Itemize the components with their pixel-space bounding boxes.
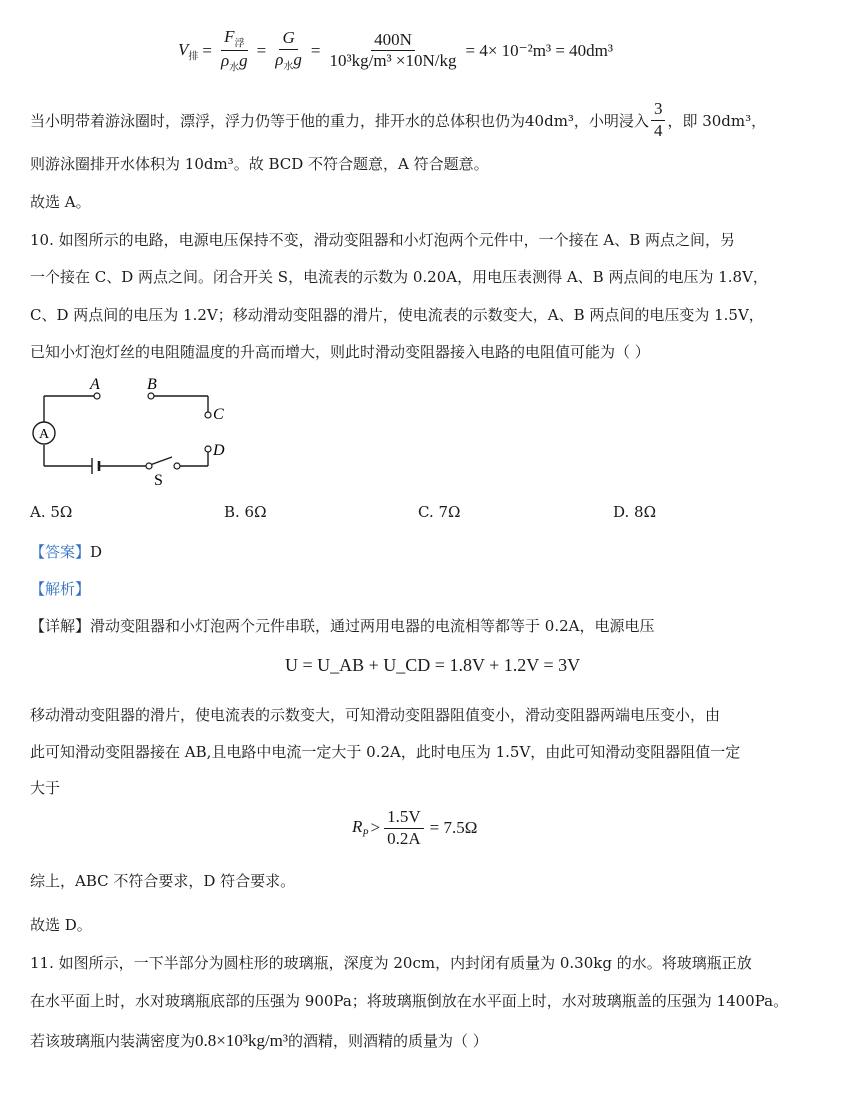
ammeter-label: A [38, 427, 50, 442]
q10-line2: 一个接在 C、D 两点之间。闭合开关 S，电流表的示数为 0.20A，用电压表测得 A、B 两点间的电压为 1.8V， [30, 268, 768, 286]
detail-row [30, 615, 654, 636]
label-s: S [154, 472, 163, 489]
analysis-para3: 大于 [30, 779, 61, 797]
top-formula: $V_排$ = $\frac{F_浮}{\rho_水g}$ = $\frac{G}{\rho_水g}$ = $\frac{400N}{\text{10³kg/m³ ×10N/kg}}$ = 4× 10⁻²m³ = 40dm³ [178, 27, 613, 74]
formula-frac-g: $\frac{G}{\rho_水g}$ [275, 28, 302, 73]
detail-tag: 【详解】 [30, 617, 91, 635]
q11-line1: 11. 如图所示，一下半部分为圆柱形的玻璃瓶，深度为 20cm，内封闭有质量为 0.30kg 的水。将玻璃瓶正放 [30, 954, 752, 972]
option-c: C. 7Ω [418, 503, 461, 521]
switch-contact [174, 463, 180, 469]
para-floating: 当小明带着游泳圈时，漂浮，浮力仍等于他的重力，排开水的总体积也仍为40dm³，小明浸入 $\frac{3}{4}$ ，即 30dm³， [30, 99, 767, 140]
terminal-a [94, 393, 100, 399]
formula-voltage-sum: U = U_AB + U_CD = 1.8V + 1.2V = 3V [285, 655, 581, 675]
q10-line3: C、D 两点间的电压为 1.2V；移动滑动变阻器的滑片，使电流表的示数变大，A、B 两点间的电压变为 1.5V， [30, 306, 764, 324]
label-c: C [213, 406, 224, 423]
terminal-b [148, 393, 154, 399]
option-a: A. 5Ω [30, 503, 73, 521]
label-a: A [90, 376, 100, 393]
option-b: B. 6Ω [224, 503, 267, 521]
q10-line1: 10. 如图所示的电路，电源电压保持不变，滑动变阻器和小灯泡两个元件中，一个接在 A、B 两点之间，另 [30, 231, 736, 249]
option-d: D. 8Ω [613, 503, 657, 521]
para-ring-volume: 则游泳圈排开水体积为 10dm³。故 BCD 不符合题意，A 符合题意。 [30, 155, 489, 173]
label-d: D [213, 442, 225, 459]
formula-frac-numeric: $\frac{400N}{\text{10³kg/m³ ×10N/kg}}$ [329, 29, 457, 71]
formula-v: $V_排$ [178, 39, 199, 63]
analysis-para2: 此可知滑动变阻器接在 AB,且电路中电流一定大于 0.2A，此时电压为 1.5V，由此可知滑动变阻器阻值一定 [30, 743, 741, 761]
switch-pivot [146, 463, 152, 469]
switch-blade [150, 457, 172, 465]
answer-value: D [90, 543, 103, 561]
analysis-tag: 【解析】 [30, 580, 91, 598]
alcohol-density: 0.8×10³kg/m³ [195, 1031, 288, 1050]
answer-tag: 【答案】 [30, 543, 91, 561]
formula-result: = 4× 10⁻²m³ = 40dm³ [465, 40, 613, 60]
analysis-para1: 移动滑动变阻器的滑片，使电流表的示数变大，可知滑动变阻器阻值变小，滑动变阻器两端电压变小，由 [30, 706, 721, 724]
detail-text: 滑动变阻器和小灯泡两个元件串联，通过两用电器的电流相等都等于 0.2A，电源电压 [90, 617, 655, 635]
summary-line: 综上，ABC 不符合要求，D 符合要求。 [30, 872, 296, 890]
terminal-c [205, 412, 211, 418]
q11-line2: 在水平面上时，水对玻璃瓶底部的压强为 900Pa；将玻璃瓶倒放在水平面上时，水对玻璃瓶盖的压强为 1400Pa。 [30, 992, 789, 1010]
label-b: B [147, 376, 157, 393]
answer-line-a: 故选 A。 [30, 193, 91, 211]
fraction-three-quarters: $\frac{3}{4}$ [651, 100, 666, 140]
circuit-diagram [20, 372, 250, 490]
final-answer-d: 故选 D。 [30, 916, 92, 934]
terminal-d [205, 446, 211, 452]
formula-frac-f: $\frac{F_浮}{\rho_水g}$ [220, 27, 248, 74]
formula-resistance: $R_P$ > $\frac{1.5V}{0.2A}$ = 7.5Ω [352, 807, 478, 848]
q11-line3: 若该玻璃瓶内装满密度为0.8×10³kg/m³的酒精，则酒精的质量为（ ） [30, 1031, 488, 1050]
answer-row [30, 541, 102, 562]
q10-line4: 已知小灯泡灯丝的电阻随温度的升高而增大，则此时滑动变阻器接入电路的电阻值可能为（ ） [30, 343, 650, 361]
